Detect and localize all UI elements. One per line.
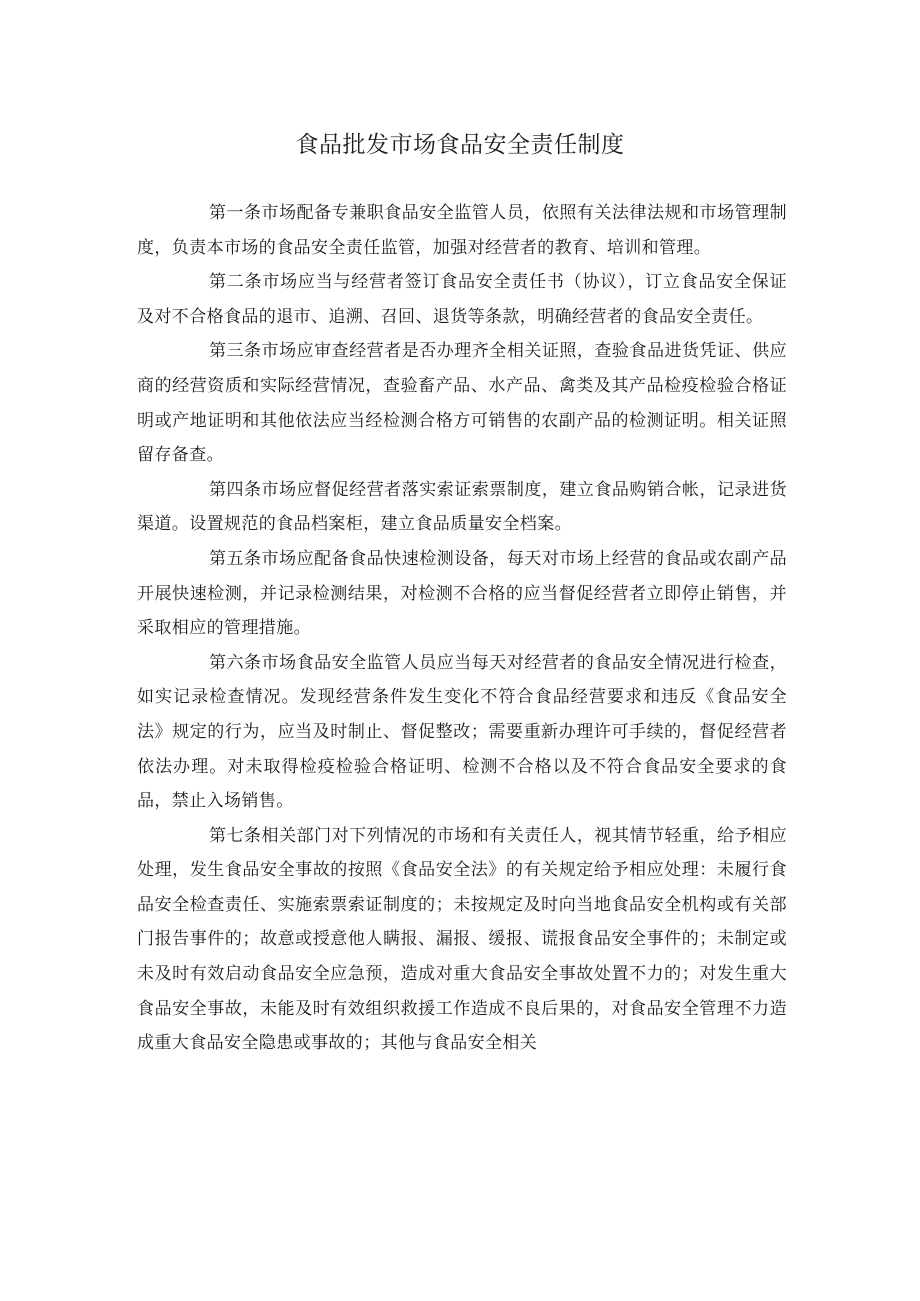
- document-body: [137, 196, 787, 1061]
- article-3: 第三条市场应审查经营者是否办理齐全相关证照，查验食品进货凭证、供应商的经营资质和实际经营情况，查验畜产品、水产品、禽类及其产品检疫检验合格证明或产地证明和其他依法应当经检测合格方可销售的农副产品的检测证明。相关证照留存备查。: [137, 341, 787, 466]
- article-2: 第二条市场应当与经营者签订食品安全责任书（协议），订立食品安全保证及对不合格食品的退市、追溯、召回、退货等条款，明确经营者的食品安全责任。: [137, 272, 787, 327]
- article-4: 第四条市场应督促经营者落实索证索票制度，建立食品购销合帐，记录进货渠道。设置规范的食品档案柜，建立食品质量安全档案。: [137, 479, 787, 535]
- article-6: 第六条市场食品安全监管人员应当每天对经营者的食品安全情况进行检查，如实记录检查情况。发现经营条件发生变化不符合食品经营要求和违反《食品安全法》规定的行为，应当及时制止、督促整改；需要重新办理许可手续的，督促经营者依法办理。对未取得检疫检验合格证明、检测不合格以及不符合食品安全要求的食品，禁止入场销售。: [137, 652, 787, 812]
- article-1: 第一条市场配备专兼职食品安全监管人员，依照有关法律法规和市场管理制度，负责本市场的食品安全责任监管，加强对经营者的教育、培训和管理。: [137, 203, 787, 258]
- document-title: 食品批发市场食品安全责任制度: [295, 132, 625, 158]
- article-7: 第七条相关部门对下列情况的市场和有关责任人，视其情节轻重，给予相应处理，发生食品安全事故的按照《食品安全法》的有关规定给予相应处理：未履行食品安全检查责任、实施索票索证制度的；未按规定及时向当地食品安全机构或有关部门报告事件的；故意或授意他人瞒报、漏报、缓报、谎报食品安全事件的；未制定或未及时有效启动食品安全应急预，造成对重大食品安全事故处置不力的；对发生重大食品安全事故，未能及时有效组织救援工作造成不良后果的，对食品安全管理不力造成重大食品安全隐患或事故的；其他与食品安全相关: [137, 825, 787, 1054]
- article-5: 第五条市场应配备食品快速检测设备，每天对市场上经营的食品或农副产品开展快速检测，并记录检测结果，对检测不合格的应当督促经营者立即停止销售，并采取相应的管理措施。: [137, 548, 787, 639]
